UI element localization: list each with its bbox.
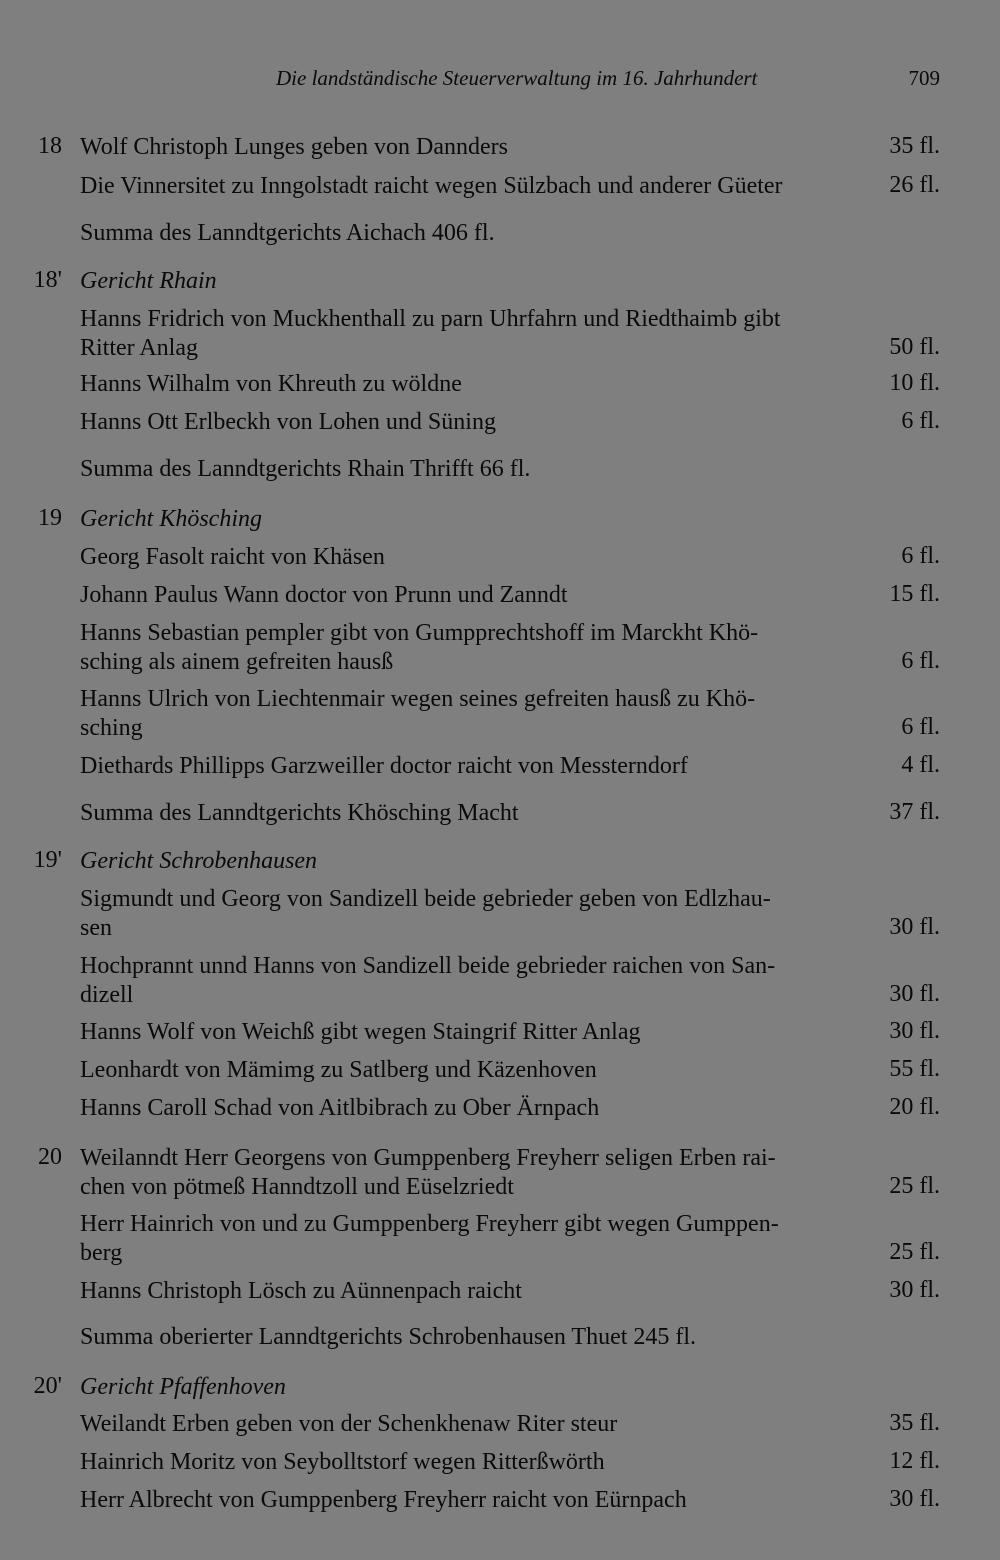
- summary-text: Summa des Lanndtgerichts Rhain Thrifft 66 fl.: [80, 456, 531, 482]
- entry-text: Hanns Wolf von Weichß gibt wegen Staingrif Ritter Anlag: [80, 1019, 641, 1045]
- entry-amount: 55 fl.: [889, 1056, 940, 1082]
- entry-amount: 4 fl.: [901, 752, 940, 778]
- entry-text: Weilandt Erben geben von der Schenkhenaw Riter steur: [80, 1411, 618, 1437]
- entry-amount: 26 fl.: [889, 172, 940, 198]
- entry-text: Hanns Caroll Schad von Aitlbibrach zu Ober Ärnpach: [80, 1095, 600, 1121]
- entry-amount: 35 fl.: [889, 1410, 940, 1436]
- entry-text: Georg Fasolt raicht von Khäsen: [80, 544, 385, 570]
- entry-amount: 20 fl.: [889, 1094, 940, 1120]
- entry-text: Hanns Christoph Lösch zu Aünnenpach raicht: [80, 1278, 522, 1304]
- summary-text: Summa des Lanndtgerichts Khösching Macht: [80, 800, 519, 826]
- running-header: [0, 66, 1000, 96]
- entry-text-line1: Sigmundt und Georg von Sandizell beide gebrieder geben von Edlzhau-: [80, 886, 771, 912]
- entry-amount: 6 fl.: [901, 648, 940, 674]
- entry-text: Johann Paulus Wann doctor von Prunn und Zanndt: [80, 582, 568, 608]
- entry-text-line2: berg: [80, 1240, 123, 1266]
- section-number: 19: [38, 505, 62, 531]
- entry-amount: 30 fl.: [889, 1277, 940, 1303]
- court-heading-text: Gericht Schrobenhausen: [80, 848, 318, 874]
- court-heading-text: Gericht Khösching: [80, 506, 262, 532]
- entry-text: Hanns Ott Erlbeckh von Lohen und Süning: [80, 409, 496, 435]
- court-heading-text: Gericht Pfaffenhoven: [80, 1374, 286, 1400]
- entry-text-line1: Weilanndt Herr Georgens von Gumppenberg Freyherr seligen Erben rai-: [80, 1145, 776, 1171]
- section-number: 20: [38, 1144, 62, 1170]
- entry-text: Herr Albrecht von Gumppenberg Freyherr raicht von Eürnpach: [80, 1487, 687, 1513]
- entry-amount: 25 fl.: [889, 1173, 940, 1199]
- summary-text: Summa des Lanndtgerichts Aichach 406 fl.: [80, 220, 495, 246]
- entry-text-line2: sen: [80, 915, 112, 941]
- entry-amount: 50 fl.: [889, 334, 940, 360]
- entry-text-line2: dizell: [80, 982, 134, 1008]
- entry-amount: 30 fl.: [889, 981, 940, 1007]
- section-number: 20': [33, 1373, 62, 1399]
- entry-text-line2: sching als ainem gefreiten hausß: [80, 649, 394, 675]
- entry-amount: 6 fl.: [901, 714, 940, 740]
- entry-amount: 15 fl.: [889, 581, 940, 607]
- entry-amount: 10 fl.: [889, 370, 940, 396]
- entry-amount: 30 fl.: [889, 914, 940, 940]
- entry-text-line2: sching: [80, 715, 143, 741]
- entry-text: Wolf Christoph Lunges geben von Dannders: [80, 134, 508, 160]
- section-number: 19': [33, 847, 62, 873]
- section-number: 18': [33, 267, 62, 293]
- summary-text: Summa oberierter Lanndtgerichts Schrobenhausen Thuet 245 fl.: [80, 1324, 697, 1350]
- entry-text-line1: Hanns Fridrich von Muckhenthall zu parn Uhrfahrn und Riedthaimb gibt: [80, 306, 781, 332]
- running-title: Die landständische Steuerverwaltung im 16. Jahrhundert: [276, 66, 758, 90]
- page-number: 709: [908, 66, 940, 90]
- entry-text-line1: Herr Hainrich von und zu Gumppenberg Freyherr gibt wegen Gumppen-: [80, 1211, 779, 1237]
- summary-amount: 37 fl.: [889, 799, 940, 825]
- entry-text: Die Vinnersitet zu Inngolstadt raicht wegen Sülzbach und anderer Güeter: [80, 173, 783, 199]
- entry-amount: 25 fl.: [889, 1239, 940, 1265]
- section-number: 18: [38, 133, 62, 159]
- entry-text-line1: Hochprannt unnd Hanns von Sandizell beide gebrieder raichen von San-: [80, 953, 776, 979]
- entry-amount: 30 fl.: [889, 1486, 940, 1512]
- entry-amount: 6 fl.: [901, 408, 940, 434]
- entry-text-line2: chen von pötmeß Hanndtzoll und Eüselzriedt: [80, 1174, 514, 1200]
- entry-text-line1: Hanns Sebastian pempler gibt von Gumpprechtshoff im Marckht Khö-: [80, 620, 759, 646]
- entry-text-line2: Ritter Anlag: [80, 335, 198, 361]
- entry-text: Leonhardt von Mämimg zu Satlberg und Käzenhoven: [80, 1057, 597, 1083]
- entry-amount: 30 fl.: [889, 1018, 940, 1044]
- entry-text: Hainrich Moritz von Seybolltstorf wegen Ritterßwörth: [80, 1449, 605, 1475]
- entry-amount: 6 fl.: [901, 543, 940, 569]
- court-heading-text: Gericht Rhain: [80, 268, 217, 294]
- entry-amount: 12 fl.: [889, 1448, 940, 1474]
- entry-amount: 35 fl.: [889, 133, 940, 159]
- entry-text-line1: Hanns Ulrich von Liechtenmair wegen seines gefreiten hausß zu Khö-: [80, 686, 756, 712]
- entry-text: Diethards Phillipps Garzweiller doctor raicht von Messterndorf: [80, 753, 688, 779]
- entry-text: Hanns Wilhalm von Khreuth zu wöldne: [80, 371, 462, 397]
